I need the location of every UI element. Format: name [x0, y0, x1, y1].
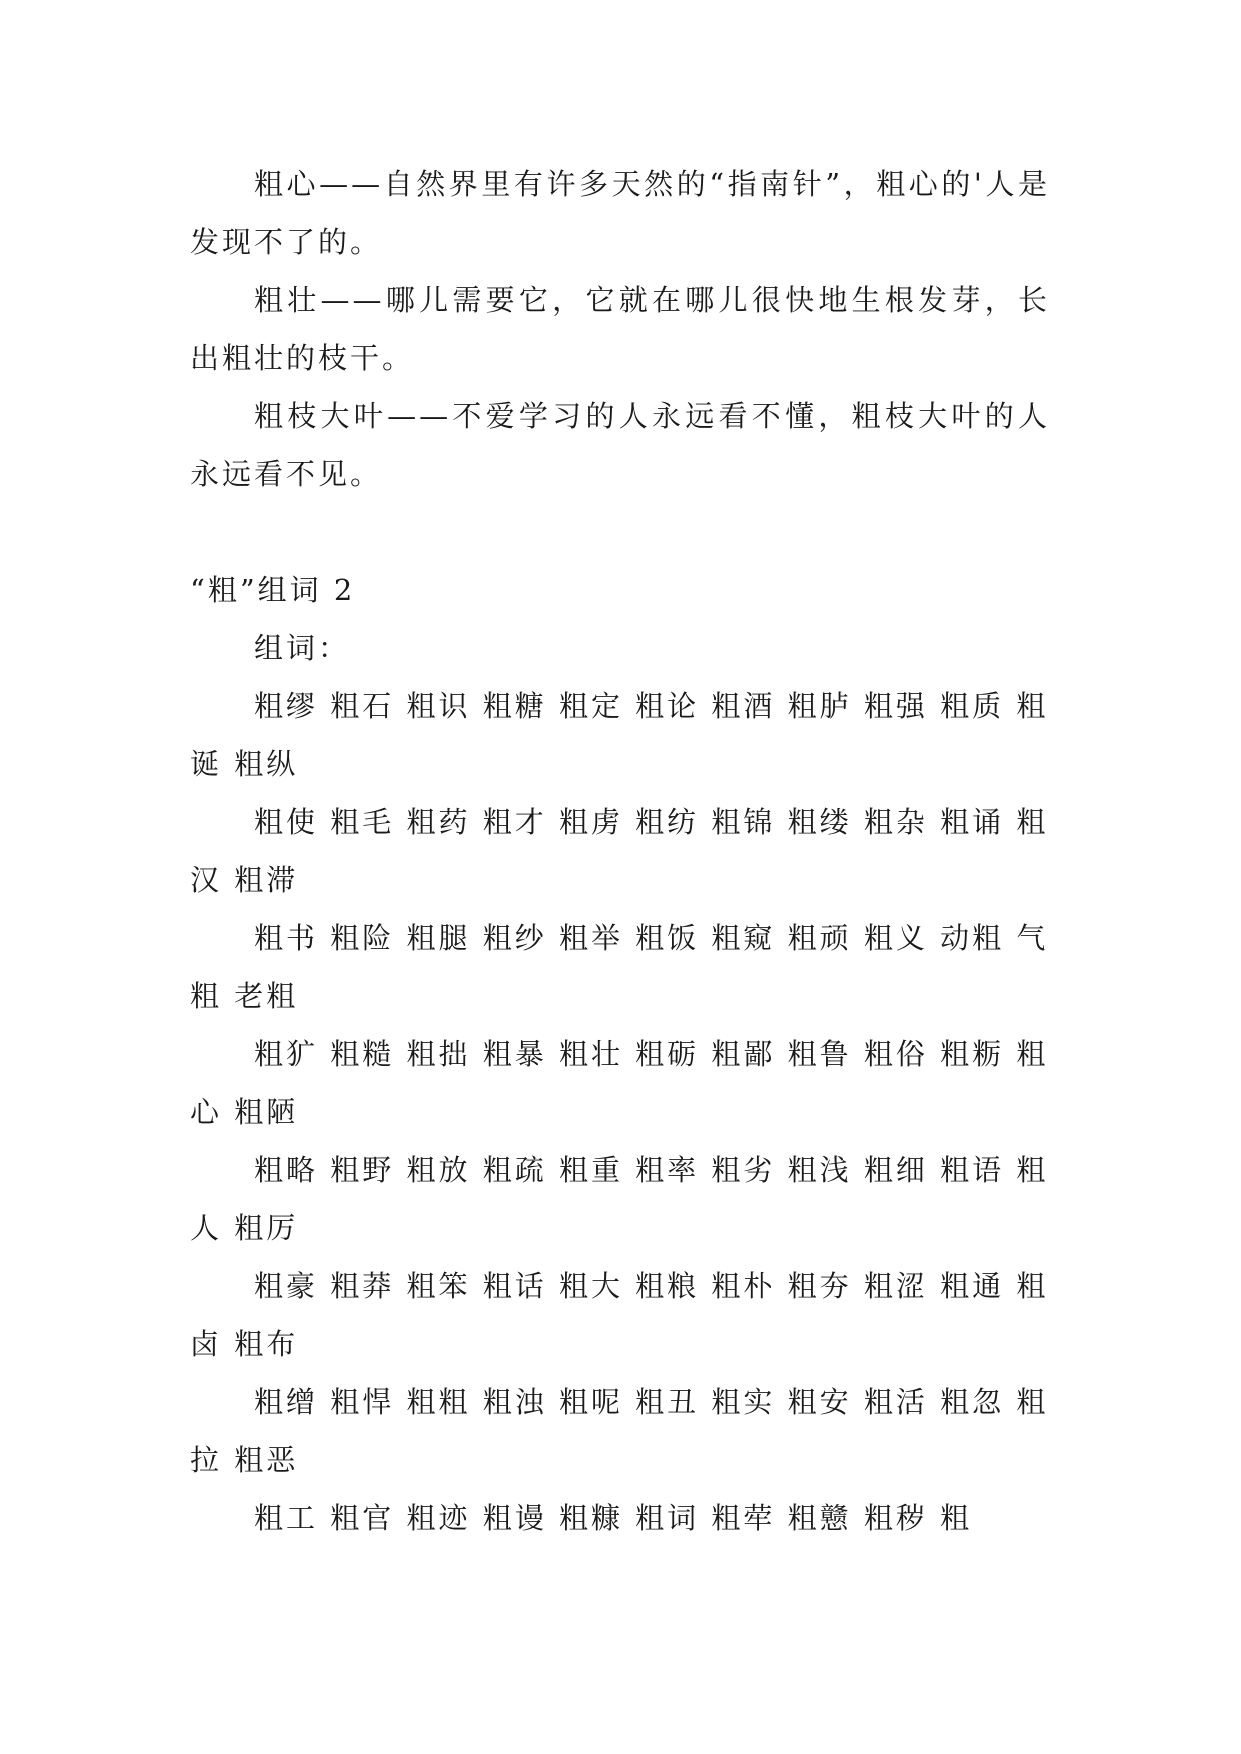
word-item: 粗鲁 [787, 1037, 852, 1071]
word-item: 粗毛 [330, 805, 395, 839]
word-item: 气粗 [190, 921, 1049, 1013]
word-item: 粗劣 [711, 1153, 776, 1187]
word-item: 粗险 [330, 921, 395, 955]
word-item: 粗布 [234, 1327, 299, 1361]
word-item: 粗大 [558, 1269, 623, 1303]
word-group [190, 793, 1050, 909]
word-item: 粗秽 [863, 1501, 928, 1535]
word-item: 粗强 [863, 689, 928, 723]
word-item: 粗通 [940, 1269, 1005, 1303]
word-list-label: 组词： [254, 631, 351, 665]
word-item: 粗砺 [635, 1037, 700, 1071]
word-item: 粗纺 [635, 805, 700, 839]
word-item: 粗暴 [482, 1037, 547, 1071]
word-item: 粗卤 [190, 1269, 1049, 1361]
word-item: 粗官 [330, 1501, 395, 1535]
word-item: 粗书 [254, 921, 319, 955]
word-item: 粗心 [190, 1037, 1049, 1129]
word-item: 粗粝 [940, 1037, 1005, 1071]
word-item: 粗诵 [940, 805, 1005, 839]
word-item: 粗汉 [190, 805, 1049, 897]
word-group [190, 1257, 1050, 1373]
word-item: 粗疏 [482, 1153, 547, 1187]
paragraph-cuxin: 粗心——自然界里有许多天然的“指南针”，粗心的'人是发现不了的。 [190, 167, 1050, 259]
word-item: 粗荦 [711, 1501, 776, 1535]
word-item: 粗呢 [558, 1385, 623, 1419]
word-item: 粗滞 [234, 863, 299, 897]
word-item: 粗厉 [234, 1211, 299, 1245]
word-item: 粗俗 [863, 1037, 928, 1071]
word-group [190, 909, 1050, 1025]
word-item: 粗义 [863, 921, 928, 955]
word-item: 粗戆 [787, 1501, 852, 1535]
word-item: 粗话 [482, 1269, 547, 1303]
word-item: 粗糙 [330, 1037, 395, 1071]
word-item: 粗陋 [234, 1095, 299, 1129]
word-item: 粗野 [330, 1153, 395, 1187]
word-group [190, 1141, 1050, 1257]
word-item: 粗活 [863, 1385, 928, 1419]
word-item: 粗药 [406, 805, 471, 839]
word-item: 粗浊 [482, 1385, 547, 1419]
word-item: 粗恶 [234, 1443, 299, 1477]
word-item: 粗缪 [254, 689, 319, 723]
word-item: 粗顽 [787, 921, 852, 955]
word-list [190, 677, 1050, 1547]
word-item: 粗拙 [406, 1037, 471, 1071]
word-item: 粗糠 [558, 1501, 623, 1535]
word-item: 粗质 [940, 689, 1005, 723]
word-item: 粗举 [558, 921, 623, 955]
word-item: 粗率 [635, 1153, 700, 1187]
word-item: 粗虏 [558, 805, 623, 839]
word-group [190, 1489, 1050, 1547]
word-item: 粗识 [406, 689, 471, 723]
word-item: 粗安 [787, 1385, 852, 1419]
word-item: 粗浅 [787, 1153, 852, 1187]
word-item: 粗鄙 [711, 1037, 776, 1071]
word-item: 粗粮 [635, 1269, 700, 1303]
word-group [190, 677, 1050, 793]
word-item: 粗忽 [940, 1385, 1005, 1419]
document-page [190, 155, 1050, 1547]
word-item: 动粗 [940, 921, 1005, 955]
word-item: 粗壮 [558, 1037, 623, 1071]
word-item: 粗莽 [330, 1269, 395, 1303]
paragraph-cuzhidaye: 粗枝大叶——不爱学习的人永远看不懂，粗枝大叶的人永远看不见。 [190, 399, 1050, 491]
word-item: 粗酒 [711, 689, 776, 723]
word-item: 粗丑 [635, 1385, 700, 1419]
word-item: 粗谩 [482, 1501, 547, 1535]
word-item: 粗实 [711, 1385, 776, 1419]
word-item: 粗朴 [711, 1269, 776, 1303]
word-item: 粗缯 [254, 1385, 319, 1419]
word-item: 粗 [940, 1501, 973, 1535]
word-item: 粗略 [254, 1153, 319, 1187]
word-item: 粗糖 [482, 689, 547, 723]
word-item: 粗悍 [330, 1385, 395, 1419]
word-item: 粗腿 [406, 921, 471, 955]
word-item: 粗迹 [406, 1501, 471, 1535]
word-item: 粗人 [190, 1153, 1049, 1245]
word-item: 粗放 [406, 1153, 471, 1187]
word-item: 粗涩 [863, 1269, 928, 1303]
word-group [190, 1025, 1050, 1141]
word-item: 粗诞 [190, 689, 1049, 781]
word-item: 粗纵 [234, 747, 299, 781]
word-item: 粗笨 [406, 1269, 471, 1303]
word-item: 粗定 [558, 689, 623, 723]
word-item: 粗词 [635, 1501, 700, 1535]
word-group [190, 1373, 1050, 1489]
word-item: 粗饭 [635, 921, 700, 955]
word-item: 粗胪 [787, 689, 852, 723]
word-item: 粗语 [940, 1153, 1005, 1187]
word-item: 粗纱 [482, 921, 547, 955]
word-item: 粗犷 [254, 1037, 319, 1071]
word-item: 粗豪 [254, 1269, 319, 1303]
paragraph-cuzhuang: 粗壮——哪儿需要它，它就在哪儿很快地生根发芽，长出粗壮的枝干。 [190, 283, 1050, 375]
word-item: 粗粗 [406, 1385, 471, 1419]
word-item: 粗重 [558, 1153, 623, 1187]
word-item: 粗石 [330, 689, 395, 723]
word-item: 粗杂 [863, 805, 928, 839]
word-item: 粗窥 [711, 921, 776, 955]
word-item: 粗夯 [787, 1269, 852, 1303]
word-item: 粗细 [863, 1153, 928, 1187]
word-item: 粗使 [254, 805, 319, 839]
section-heading: “粗”组词 2 [190, 573, 356, 607]
word-item: 老粗 [234, 979, 299, 1013]
word-item: 粗论 [635, 689, 700, 723]
word-item: 粗缕 [787, 805, 852, 839]
word-item: 粗才 [482, 805, 547, 839]
word-item: 粗拉 [190, 1385, 1049, 1477]
word-item: 粗工 [254, 1501, 319, 1535]
word-item: 粗锦 [711, 805, 776, 839]
